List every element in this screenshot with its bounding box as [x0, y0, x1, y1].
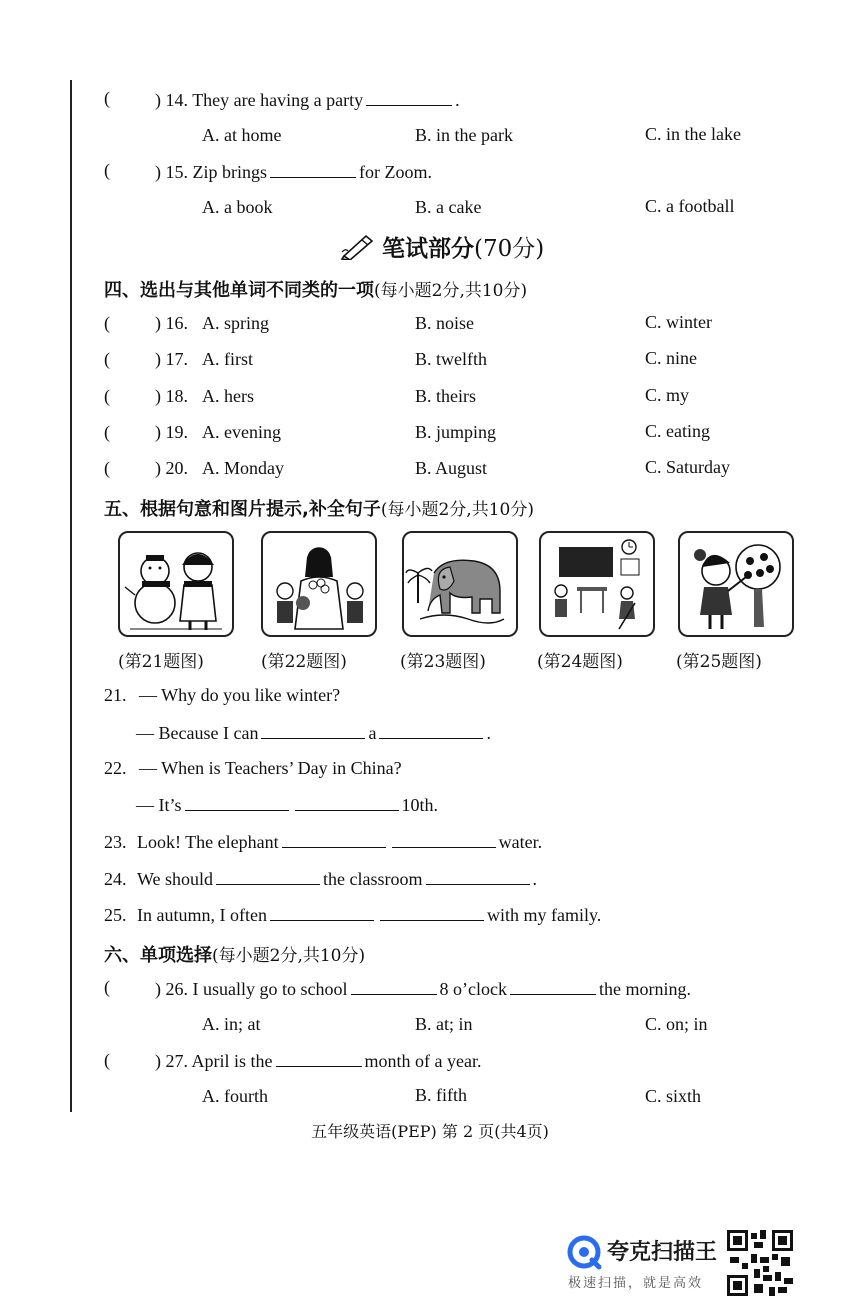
elephant-illustration	[404, 533, 516, 635]
answer-paren-open: (	[104, 977, 110, 997]
option-a: A. hers	[202, 386, 254, 406]
question-text: the classroom	[323, 869, 423, 889]
question-text: In autumn, I often	[137, 905, 267, 925]
answer-blank[interactable]	[261, 722, 365, 739]
question-19-number: ) 19.	[155, 422, 188, 442]
section-5-heading	[104, 495, 534, 521]
option-c: C. a football	[645, 196, 735, 216]
option-b: B. theirs	[415, 386, 476, 406]
question-text-end: for Zoom.	[359, 162, 432, 182]
scanner-brand: 夸克扫描王	[607, 1240, 718, 1265]
question-number: ) 14.	[155, 90, 188, 110]
option-c: C. eating	[645, 421, 710, 441]
option-b: B. noise	[415, 313, 475, 333]
option-a: A. fourth	[202, 1086, 268, 1106]
answer-paren-open: (	[104, 458, 110, 478]
question-text-end: the morning.	[598, 979, 691, 999]
question-26	[155, 978, 691, 1000]
section-title: 四、选出与其他单词不同类的一项	[104, 280, 374, 301]
question-number: 21.	[104, 685, 127, 705]
question-number: 22.	[104, 758, 127, 778]
option-c: C. in the lake	[645, 124, 741, 144]
question-number: 24.	[104, 869, 127, 889]
answer-blank[interactable]	[510, 978, 596, 995]
question-text-end: .	[532, 869, 538, 889]
answer-blank[interactable]	[270, 904, 374, 921]
question-27	[155, 1050, 481, 1072]
caption-25: (第25题图)	[676, 652, 762, 672]
option-a: A. in; at	[202, 1014, 261, 1034]
written-title-text: 笔试部分	[382, 236, 474, 262]
question-text-end: 10th.	[401, 795, 439, 815]
option-b: B. August	[415, 458, 488, 478]
question-24	[104, 868, 537, 890]
option-c: C. sixth	[645, 1086, 702, 1106]
answer-blank[interactable]	[282, 831, 386, 848]
question-text-end: water.	[498, 832, 543, 852]
page-footer: 五年级英语(PEP) 第 2 页(共4页)	[311, 1122, 549, 1141]
question-text: 8 o’clock	[439, 979, 507, 999]
question-text-end: month of a year.	[364, 1051, 482, 1071]
question-15	[155, 161, 432, 183]
question-text: — It’s	[136, 795, 182, 815]
binding-margin-line	[70, 80, 72, 1112]
question-25	[104, 904, 601, 926]
option-c: C. winter	[645, 312, 712, 332]
section-title: 六、单项选择	[104, 945, 212, 966]
question-text: — Why do you like winter?	[139, 685, 341, 705]
question-number: 23.	[104, 832, 127, 852]
question-number: ) 15.	[155, 162, 188, 182]
option-c: C. on; in	[645, 1014, 708, 1034]
answer-paren-open: (	[104, 313, 110, 333]
written-part-title	[382, 230, 544, 263]
section-points: (每小题2分,共10分)	[212, 946, 366, 966]
quark-logo-icon	[566, 1234, 602, 1270]
option-a: A. Monday	[202, 458, 284, 478]
answer-blank[interactable]	[366, 89, 452, 106]
caption-21: (第21题图)	[118, 652, 204, 672]
section-points: (每小题2分,共10分)	[374, 281, 528, 301]
question-text: a	[368, 723, 377, 743]
option-c: C. Saturday	[645, 457, 730, 477]
question-22-line-1	[104, 758, 402, 779]
answer-blank[interactable]	[380, 904, 484, 921]
written-points: (70分)	[474, 236, 545, 262]
option-c: C. nine	[645, 348, 697, 368]
caption-22: (第22题图)	[261, 652, 347, 672]
picture-22-teacher-students	[261, 531, 377, 637]
question-23	[104, 831, 542, 853]
answer-blank[interactable]	[276, 1050, 362, 1067]
question-21-line-2	[136, 722, 491, 744]
answer-paren-open: (	[104, 349, 110, 369]
option-a: A. spring	[202, 313, 269, 333]
question-text-end: .	[486, 723, 491, 743]
question-21-line-1	[104, 685, 340, 706]
teacher-illustration	[263, 533, 375, 635]
question-text: Zip brings	[192, 162, 267, 182]
answer-paren-open: (	[104, 160, 110, 180]
scanner-slogan: 极速扫描，就是高效	[568, 1276, 704, 1291]
pen-icon	[340, 232, 376, 260]
question-text: — Because I can	[136, 723, 259, 743]
option-c: C. my	[645, 385, 690, 405]
option-a: A. at home	[202, 125, 282, 145]
answer-blank[interactable]	[270, 161, 356, 178]
option-b: B. jumping	[415, 422, 497, 442]
option-b: B. in the park	[415, 125, 513, 145]
question-20-number: ) 20.	[155, 458, 188, 478]
answer-blank[interactable]	[295, 794, 399, 811]
section-6-heading	[104, 941, 365, 967]
question-text: — When is Teachers’ Day in China?	[139, 758, 402, 778]
answer-paren-open: (	[104, 386, 110, 406]
question-text: Look! The elephant	[137, 832, 279, 852]
answer-blank[interactable]	[426, 868, 530, 885]
caption-23: (第23题图)	[400, 652, 486, 672]
answer-paren-open: (	[104, 88, 110, 108]
answer-blank[interactable]	[379, 722, 483, 739]
question-text-end: with my family.	[486, 905, 602, 925]
question-18-number: ) 18.	[155, 386, 188, 406]
question-text: April is the	[191, 1051, 273, 1071]
picture-25-apple-tree	[678, 531, 794, 637]
answer-paren-open: (	[104, 1050, 110, 1070]
question-text-end: .	[455, 90, 460, 110]
option-a: A. a book	[202, 197, 273, 217]
option-b: B. a cake	[415, 197, 482, 217]
question-text: We should	[137, 869, 214, 889]
question-number: 25.	[104, 905, 127, 925]
option-b: B. fifth	[415, 1085, 467, 1105]
section-4-heading	[104, 276, 527, 302]
snowman-illustration	[120, 533, 232, 635]
question-17-number: ) 17.	[155, 349, 188, 369]
answer-blank[interactable]	[216, 868, 320, 885]
question-text: They are having a party	[192, 90, 364, 110]
answer-paren-open: (	[104, 422, 110, 442]
question-text: I usually go to school	[192, 979, 348, 999]
option-a: A. first	[202, 349, 253, 369]
answer-blank[interactable]	[351, 978, 437, 995]
option-a: A. evening	[202, 422, 281, 442]
answer-blank[interactable]	[392, 831, 496, 848]
question-16-number: ) 16.	[155, 313, 188, 333]
question-number: ) 26.	[155, 979, 188, 999]
option-b: B. at; in	[415, 1014, 473, 1034]
picture-23-elephant	[402, 531, 518, 637]
picture-21-snowman	[118, 531, 234, 637]
classroom-illustration	[541, 533, 653, 635]
question-number: ) 27.	[155, 1051, 188, 1071]
option-b: B. twelfth	[415, 349, 487, 369]
apple-tree-illustration	[680, 533, 792, 635]
question-22-line-2	[136, 794, 438, 816]
qr-code-icon[interactable]	[727, 1230, 793, 1296]
section-title: 五、根据句意和图片提示,补全句子	[104, 499, 381, 520]
section-points: (每小题2分,共10分)	[380, 500, 534, 520]
picture-24-classroom	[539, 531, 655, 637]
caption-24: (第24题图)	[537, 652, 623, 672]
question-14	[155, 89, 460, 111]
answer-blank[interactable]	[185, 794, 289, 811]
